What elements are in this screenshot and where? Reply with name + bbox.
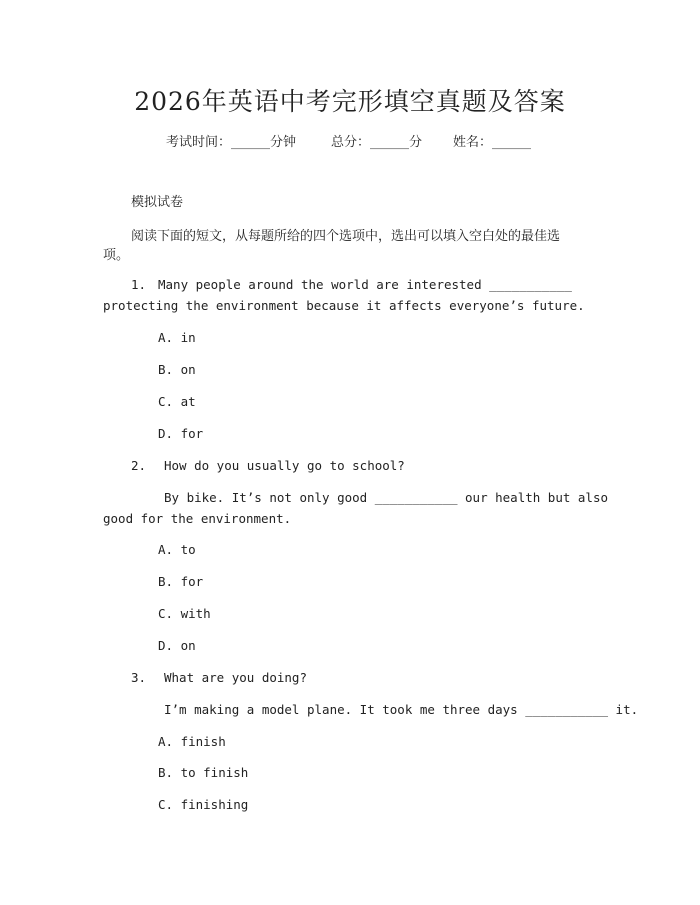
option-a: A. in — [158, 330, 196, 345]
option-a: A. to — [158, 542, 196, 557]
question-number: 3. — [131, 670, 147, 685]
instructions-line-2: 项。 — [103, 248, 130, 263]
option-d: D. for — [158, 426, 204, 441]
page-title: 2026年英语中考完形填空真题及答案 — [134, 87, 566, 116]
option-b: B. on — [158, 362, 196, 377]
question-stem-line-2: protecting the environment because it affects everyone’s future. — [103, 298, 585, 313]
option-c: C. with — [158, 606, 211, 621]
option-a: A. finish — [158, 734, 226, 749]
question-stem-line-1: Many people around the world are interested ___________ — [158, 277, 572, 292]
option-b: B. for — [158, 574, 204, 589]
answer-line-2: good for the environment. — [103, 511, 292, 526]
question-prompt: How do you usually go to school? — [164, 458, 405, 473]
answer-line-1: By bike. It’s not only good ___________ our health but also — [164, 490, 609, 505]
question-number: 2. — [131, 458, 147, 473]
option-b: B. to finish — [158, 765, 249, 780]
option-d: D. on — [158, 638, 196, 653]
instructions-line-1: 阅读下面的短文，从每题所给的四个选项中，选出可以填入空白处的最佳选 — [131, 229, 561, 244]
option-c: C. finishing — [158, 797, 249, 812]
total-score-field: 总分：______分 — [331, 135, 423, 150]
option-c: C. at — [158, 394, 196, 409]
question-number: 1. — [131, 277, 147, 292]
question-prompt: What are you doing? — [164, 670, 307, 685]
exam-time-field: 考试时间：______分钟 — [166, 135, 297, 150]
student-name-field: 姓名：______ — [453, 135, 532, 150]
section-label: 模拟试卷 — [131, 195, 184, 210]
answer-line-1: I’m making a model plane. It took me three days ___________ it. — [164, 702, 639, 717]
